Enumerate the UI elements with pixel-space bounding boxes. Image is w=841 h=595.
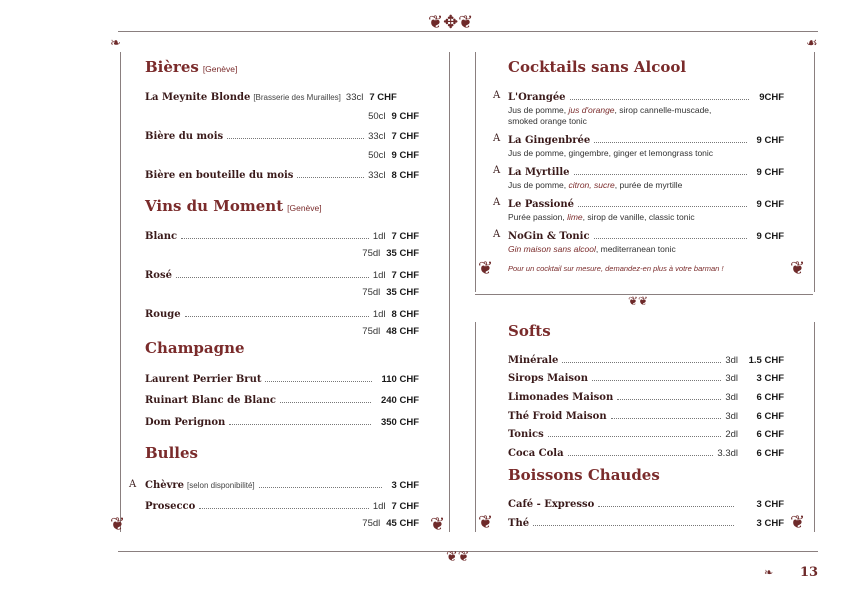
top-rule	[118, 31, 818, 32]
item-price: 8 CHF	[391, 309, 419, 320]
item-price: 3 CHF	[756, 518, 784, 529]
right-top-ornament-br: ❦	[790, 258, 806, 279]
list-item	[145, 501, 419, 512]
bieres-title: Bières	[145, 58, 199, 76]
item-description: Purée passion, lime, sirop de vanille, classic tonic	[508, 212, 695, 222]
list-item-alt: 75dl 35 CHF	[362, 287, 419, 298]
right-top-ornament-bl: ❦	[478, 258, 494, 279]
top-ornament: ❦✥❦	[428, 12, 474, 33]
item-qty: 3dl	[725, 411, 738, 422]
item-name: Chèvre [selon disponibilité]	[145, 480, 255, 491]
house-mark: A	[493, 197, 501, 208]
list-item	[508, 448, 784, 459]
house-mark: A	[493, 165, 501, 176]
list-item	[508, 373, 784, 384]
item-price: 6 CHF	[756, 411, 784, 422]
item-price: 3 CHF	[391, 480, 419, 491]
item-price: 7 CHF	[391, 501, 419, 512]
list-item	[145, 131, 419, 142]
item-name: Tonics	[508, 429, 544, 440]
list-item	[145, 480, 419, 491]
item-price: 7 CHF	[369, 92, 397, 103]
item-description: Jus de pomme, citron, sucre, purée de myrtille	[508, 180, 683, 190]
item-price: 7 CHF	[391, 131, 419, 142]
list-item	[508, 231, 784, 242]
item-qty: 3dl	[725, 392, 738, 403]
item-price: 240 CHF	[380, 395, 419, 406]
item-price: 9 CHF	[756, 167, 784, 178]
item-description: Jus de pomme, jus d'orange, sirop cannelle-muscade,	[508, 105, 712, 115]
item-price: 7 CHF	[391, 270, 419, 281]
item-name: La Myrtille	[508, 167, 570, 178]
list-item	[508, 411, 784, 422]
item-name: Rosé	[145, 270, 172, 281]
vins-title: Vins du Moment	[145, 197, 284, 215]
list-item	[508, 429, 784, 440]
list-item	[145, 374, 419, 385]
item-name: Limonades Maison	[508, 392, 614, 403]
item-qty: 1dl	[372, 231, 386, 242]
item-name: Laurent Perrier Brut	[145, 374, 262, 385]
vins-sub: [Genève]	[287, 203, 322, 213]
item-name: La Meynite Blonde [Brasserie des Murailles]	[145, 92, 341, 103]
item-price: 9 CHF	[756, 199, 784, 210]
item-price: 110 CHF	[381, 374, 419, 385]
item-price: 1.5 CHF	[748, 355, 784, 366]
list-item-alt: 75dl 35 CHF	[362, 248, 419, 259]
list-item	[145, 309, 419, 320]
list-item	[508, 135, 784, 146]
item-qty: 3.3dl	[717, 448, 738, 459]
item-price: 9CHF	[759, 92, 784, 103]
list-item	[145, 417, 419, 428]
corner-ornament-tl: ❧	[110, 36, 121, 51]
house-mark: A	[129, 479, 137, 490]
list-item	[145, 92, 419, 103]
item-price: 9 CHF	[756, 231, 784, 242]
right-bottom-ornament-br: ❦	[790, 512, 806, 533]
item-qty: 1dl	[372, 270, 386, 281]
left-panel-ornament-bl: ❦	[110, 514, 126, 535]
item-qty: 33cl	[345, 92, 364, 103]
list-item	[508, 167, 784, 178]
item-qty: 33cl	[368, 170, 386, 181]
right-mid-ornament: ❦❦	[628, 294, 649, 308]
item-name: Thé	[508, 518, 530, 529]
list-item	[508, 499, 784, 510]
list-item	[145, 395, 419, 406]
item-description: smoked orange tonic	[508, 116, 587, 126]
item-name: Café - Expresso	[508, 499, 595, 510]
item-description: Gin maison sans alcool, mediterranean tonic	[508, 244, 676, 254]
item-name: Bière du mois	[145, 131, 224, 142]
item-qty: 3dl	[725, 355, 738, 366]
item-price: 7 CHF	[391, 231, 419, 242]
list-item	[145, 170, 419, 181]
list-item-alt: 50cl 9 CHF	[368, 150, 419, 161]
section-title-champagne: Champagne	[145, 339, 245, 357]
list-item	[508, 392, 784, 403]
section-title-softs: Softs	[508, 322, 551, 340]
section-title-bulles: Bulles	[145, 444, 198, 462]
section-title-chaudes: Boissons Chaudes	[508, 466, 660, 484]
house-mark: A	[493, 133, 501, 144]
list-item	[508, 518, 784, 529]
right-bottom-ornament-bl: ❦	[478, 512, 494, 533]
item-name: Sirops Maison	[508, 373, 588, 384]
section-title-vins	[145, 197, 322, 215]
section-title-bieres	[145, 58, 237, 76]
cocktail-note: Pour un cocktail sur mesure, demandez-en plus à votre barman !	[508, 264, 724, 273]
item-price: 6 CHF	[756, 429, 784, 440]
item-qty: 1dl	[372, 309, 386, 320]
item-name: Minérale	[508, 355, 559, 366]
bottom-ornament: ❦❦	[446, 549, 470, 565]
item-price: 3 CHF	[756, 499, 784, 510]
list-item	[508, 92, 784, 103]
item-qty: 1dl	[372, 501, 386, 512]
item-name: Thé Froid Maison	[508, 411, 607, 422]
item-name: Le Passioné	[508, 199, 574, 210]
item-name: Dom Perignon	[145, 417, 226, 428]
list-item	[508, 199, 784, 210]
item-qty: 2dl	[725, 429, 738, 440]
item-name: La Gingenbrée	[508, 135, 591, 146]
item-name: Blanc	[145, 231, 178, 242]
item-name: NoGin & Tonic	[508, 231, 590, 242]
item-qty: 33cl	[368, 131, 386, 142]
list-item-alt: 75dl 48 CHF	[362, 326, 419, 337]
bieres-sub: [Genève]	[202, 64, 238, 74]
item-price: 3 CHF	[756, 373, 784, 384]
item-qty: 3dl	[725, 373, 738, 384]
item-name: Ruinart Blanc de Blanc	[145, 395, 276, 406]
item-name: Bière en bouteille du mois	[145, 170, 294, 181]
item-price: 9 CHF	[756, 135, 784, 146]
list-item-alt: 75dl 45 CHF	[362, 518, 419, 529]
item-name: Prosecco	[145, 501, 196, 512]
item-name: Rouge	[145, 309, 181, 320]
item-price: 6 CHF	[756, 392, 784, 403]
list-item	[145, 231, 419, 242]
list-item	[145, 270, 419, 281]
list-item	[508, 355, 784, 366]
page-number-ornament: ❧	[764, 566, 774, 579]
corner-ornament-tr: ☙	[806, 36, 818, 51]
house-mark: A	[493, 90, 501, 101]
list-item-alt: 50cl 9 CHF	[368, 111, 419, 122]
house-mark: A	[493, 229, 501, 240]
item-price: 8 CHF	[391, 170, 419, 181]
left-panel-ornament-br: ❦	[430, 514, 446, 535]
item-price: 6 CHF	[756, 448, 784, 459]
section-title-cocktails: Cocktails sans Alcool	[508, 58, 687, 76]
page-number: 13	[800, 565, 819, 580]
item-name: L'Orangée	[508, 92, 566, 103]
item-price: 350 CHF	[380, 417, 419, 428]
item-description: Jus de pomme, gingembre, ginger et lemongrass tonic	[508, 148, 714, 158]
item-name: Coca Cola	[508, 448, 564, 459]
